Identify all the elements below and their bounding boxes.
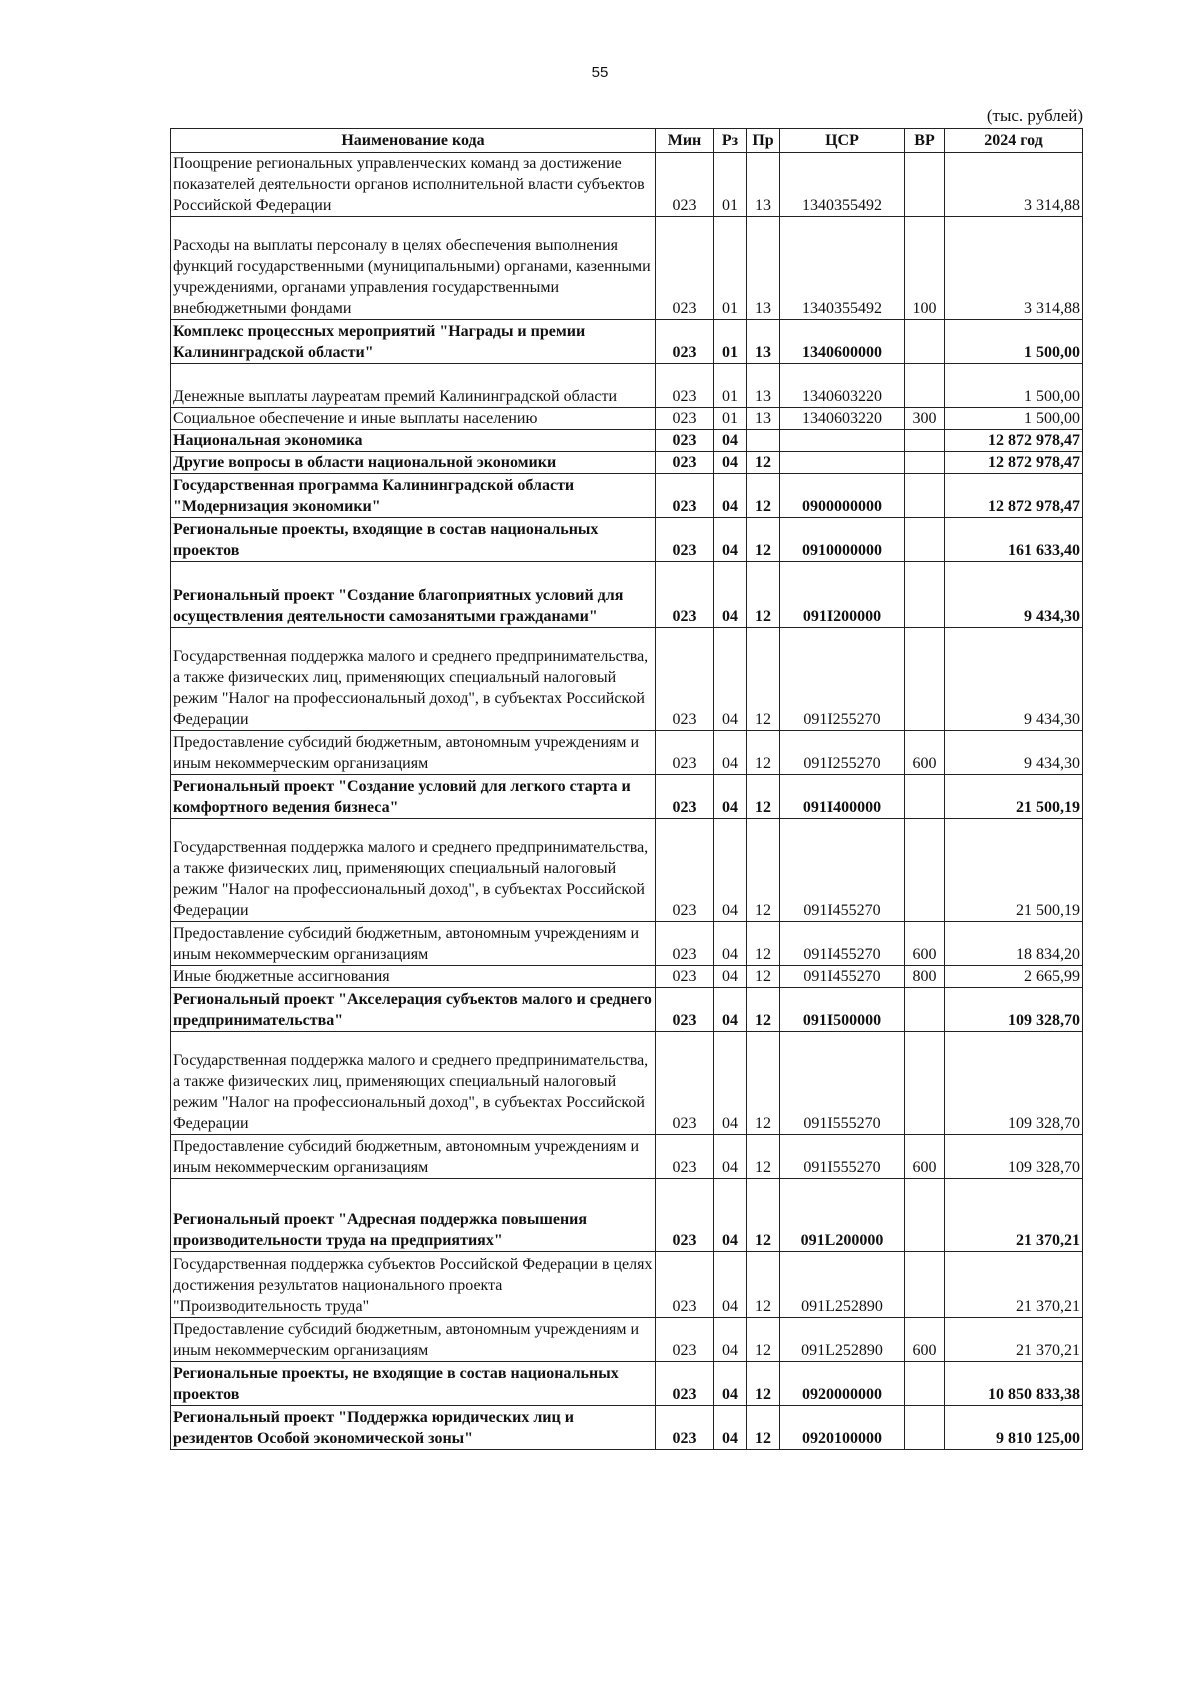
row-vr-cell xyxy=(905,518,945,562)
row-pr-cell: 12 xyxy=(747,922,780,966)
table-row xyxy=(171,1179,1083,1252)
table-row xyxy=(171,966,1083,988)
row-amount-cell: 21 370,21 xyxy=(945,1318,1083,1362)
row-amount-cell: 9 434,30 xyxy=(945,731,1083,775)
row-rz-cell: 04 xyxy=(714,562,747,628)
table-row xyxy=(171,731,1083,775)
row-name-cell: Региональный проект "Создание благоприятных условий для осуществления деятельности самозанятыми гражданами" xyxy=(171,562,656,628)
row-name-cell: Государственная программа Калининградской области "Модернизация экономики" xyxy=(171,474,656,518)
row-pr-cell: 12 xyxy=(747,518,780,562)
row-amount-cell: 9 434,30 xyxy=(945,562,1083,628)
row-name-cell: Государственная поддержка малого и среднего предпринимательства, а также физических лиц, применяющих специальный налоговый режим "Налог на профессиональный доход", в субъектах Российской Федерации xyxy=(171,1032,656,1135)
row-csr-cell: 091L252890 xyxy=(780,1252,905,1318)
row-min-cell: 023 xyxy=(656,775,714,819)
row-pr-cell: 12 xyxy=(747,1362,780,1406)
row-rz-cell: 04 xyxy=(714,988,747,1032)
header-min: Мин xyxy=(656,129,714,153)
row-name-cell: Региональный проект "Акселерация субъектов малого и среднего предпринимательства" xyxy=(171,988,656,1032)
row-csr-cell: 1340355492 xyxy=(780,217,905,320)
row-vr-cell xyxy=(905,452,945,474)
row-pr-cell: 12 xyxy=(747,452,780,474)
row-amount-cell: 18 834,20 xyxy=(945,922,1083,966)
row-vr-cell xyxy=(905,1362,945,1406)
table-row xyxy=(171,1362,1083,1406)
table-row xyxy=(171,452,1083,474)
row-vr-cell xyxy=(905,1252,945,1318)
row-pr-cell: 12 xyxy=(747,1179,780,1252)
table-row xyxy=(171,430,1083,452)
row-pr-cell: 12 xyxy=(747,474,780,518)
table-row xyxy=(171,1406,1083,1450)
row-pr-cell: 13 xyxy=(747,364,780,408)
table-row xyxy=(171,518,1083,562)
row-amount-cell: 21 500,19 xyxy=(945,775,1083,819)
row-min-cell: 023 xyxy=(656,1362,714,1406)
row-rz-cell: 01 xyxy=(714,408,747,430)
row-rz-cell: 04 xyxy=(714,1032,747,1135)
row-amount-cell: 9 434,30 xyxy=(945,628,1083,731)
row-vr-cell xyxy=(905,1406,945,1450)
table-row xyxy=(171,1135,1083,1179)
page-number: 55 xyxy=(591,64,609,81)
header-vr: ВР xyxy=(905,129,945,153)
table-row xyxy=(171,922,1083,966)
row-csr-cell: 091L200000 xyxy=(780,1179,905,1252)
row-min-cell: 023 xyxy=(656,628,714,731)
row-amount-cell: 3 314,88 xyxy=(945,217,1083,320)
row-amount-cell: 1 500,00 xyxy=(945,364,1083,408)
row-csr-cell: 091I455270 xyxy=(780,922,905,966)
row-min-cell: 023 xyxy=(656,819,714,922)
row-rz-cell: 04 xyxy=(714,1135,747,1179)
row-vr-cell: 600 xyxy=(905,922,945,966)
row-pr-cell: 12 xyxy=(747,731,780,775)
row-rz-cell: 04 xyxy=(714,1252,747,1318)
row-vr-cell xyxy=(905,153,945,217)
table-row xyxy=(171,1318,1083,1362)
row-name-cell: Региональные проекты, не входящие в состав национальных проектов xyxy=(171,1362,656,1406)
budget-table xyxy=(170,128,1083,1450)
row-pr-cell: 13 xyxy=(747,217,780,320)
row-amount-cell: 21 500,19 xyxy=(945,819,1083,922)
row-csr-cell: 091I255270 xyxy=(780,731,905,775)
row-rz-cell: 01 xyxy=(714,153,747,217)
row-pr-cell: 13 xyxy=(747,153,780,217)
header-year: 2024 год xyxy=(945,129,1083,153)
row-name-cell: Региональные проекты, входящие в состав национальных проектов xyxy=(171,518,656,562)
row-min-cell: 023 xyxy=(656,1032,714,1135)
row-min-cell: 023 xyxy=(656,1252,714,1318)
row-csr-cell: 091I400000 xyxy=(780,775,905,819)
row-amount-cell: 21 370,21 xyxy=(945,1179,1083,1252)
row-min-cell: 023 xyxy=(656,1179,714,1252)
row-min-cell: 023 xyxy=(656,217,714,320)
row-csr-cell: 0910000000 xyxy=(780,518,905,562)
header-row xyxy=(171,129,1083,153)
row-name-cell: Расходы на выплаты персоналу в целях обеспечения выполнения функций государственными (муниципальными) органами, казенными учреждениями, органами управления государственными внебюджетными фондами xyxy=(171,217,656,320)
row-pr-cell: 12 xyxy=(747,775,780,819)
row-rz-cell: 04 xyxy=(714,819,747,922)
row-pr-cell: 12 xyxy=(747,819,780,922)
row-min-cell: 023 xyxy=(656,474,714,518)
row-vr-cell: 100 xyxy=(905,217,945,320)
row-rz-cell: 01 xyxy=(714,217,747,320)
row-min-cell: 023 xyxy=(656,1318,714,1362)
row-name-cell: Предоставление субсидий бюджетным, автономным учреждениям и иным некоммерческим организациям xyxy=(171,922,656,966)
row-amount-cell: 9 810 125,00 xyxy=(945,1406,1083,1450)
row-min-cell: 023 xyxy=(656,1135,714,1179)
row-amount-cell: 1 500,00 xyxy=(945,408,1083,430)
row-name-cell: Денежные выплаты лауреатам премий Калининградской области xyxy=(171,364,656,408)
table-row xyxy=(171,1252,1083,1318)
row-csr-cell: 091I500000 xyxy=(780,988,905,1032)
row-rz-cell: 04 xyxy=(714,731,747,775)
row-vr-cell: 800 xyxy=(905,966,945,988)
row-csr-cell: 0920000000 xyxy=(780,1362,905,1406)
row-csr-cell: 091I555270 xyxy=(780,1032,905,1135)
row-vr-cell: 300 xyxy=(905,408,945,430)
table-row xyxy=(171,408,1083,430)
row-vr-cell xyxy=(905,562,945,628)
row-min-cell: 023 xyxy=(656,518,714,562)
table-row xyxy=(171,474,1083,518)
row-min-cell: 023 xyxy=(656,731,714,775)
row-pr-cell: 12 xyxy=(747,1032,780,1135)
row-amount-cell: 12 872 978,47 xyxy=(945,430,1083,452)
row-csr-cell: 1340355492 xyxy=(780,153,905,217)
row-rz-cell: 04 xyxy=(714,922,747,966)
row-vr-cell xyxy=(905,628,945,731)
row-pr-cell: 13 xyxy=(747,320,780,364)
row-rz-cell: 04 xyxy=(714,1318,747,1362)
row-rz-cell: 04 xyxy=(714,452,747,474)
row-rz-cell: 04 xyxy=(714,966,747,988)
table-row xyxy=(171,153,1083,217)
row-name-cell: Национальная экономика xyxy=(171,430,656,452)
row-min-cell: 023 xyxy=(656,364,714,408)
row-csr-cell: 1340600000 xyxy=(780,320,905,364)
row-vr-cell xyxy=(905,364,945,408)
row-csr-cell xyxy=(780,452,905,474)
header-rz: Рз xyxy=(714,129,747,153)
row-rz-cell: 04 xyxy=(714,1179,747,1252)
row-pr-cell: 12 xyxy=(747,1252,780,1318)
header-name: Наименование кода xyxy=(171,129,656,153)
row-min-cell: 023 xyxy=(656,922,714,966)
row-amount-cell: 109 328,70 xyxy=(945,1135,1083,1179)
row-csr-cell: 1340603220 xyxy=(780,408,905,430)
row-name-cell: Государственная поддержка малого и среднего предпринимательства, а также физических лиц, применяющих специальный налоговый режим "Налог на профессиональный доход", в субъектах Российской Федерации xyxy=(171,628,656,731)
row-amount-cell: 2 665,99 xyxy=(945,966,1083,988)
row-min-cell: 023 xyxy=(656,562,714,628)
header-pr: Пр xyxy=(747,129,780,153)
row-name-cell: Региональный проект "Поддержка юридических лиц и резидентов Особой экономической зоны" xyxy=(171,1406,656,1450)
row-name-cell: Государственная поддержка субъектов Российской Федерации в целях достижения результатов национального проекта "Производительность труда" xyxy=(171,1252,656,1318)
row-name-cell: Иные бюджетные ассигнования xyxy=(171,966,656,988)
row-rz-cell: 04 xyxy=(714,628,747,731)
row-min-cell: 023 xyxy=(656,430,714,452)
table-row xyxy=(171,562,1083,628)
table-row xyxy=(171,628,1083,731)
row-amount-cell: 109 328,70 xyxy=(945,988,1083,1032)
row-vr-cell xyxy=(905,1179,945,1252)
row-vr-cell xyxy=(905,775,945,819)
row-vr-cell xyxy=(905,430,945,452)
row-pr-cell: 12 xyxy=(747,562,780,628)
row-rz-cell: 04 xyxy=(714,775,747,819)
row-pr-cell: 12 xyxy=(747,1318,780,1362)
row-amount-cell: 12 872 978,47 xyxy=(945,452,1083,474)
row-amount-cell: 3 314,88 xyxy=(945,153,1083,217)
row-rz-cell: 04 xyxy=(714,430,747,452)
row-vr-cell: 600 xyxy=(905,731,945,775)
row-min-cell: 023 xyxy=(656,408,714,430)
table-row xyxy=(171,988,1083,1032)
row-min-cell: 023 xyxy=(656,153,714,217)
row-vr-cell xyxy=(905,988,945,1032)
row-vr-cell: 600 xyxy=(905,1135,945,1179)
table-row xyxy=(171,1032,1083,1135)
row-min-cell: 023 xyxy=(656,320,714,364)
row-min-cell: 023 xyxy=(656,988,714,1032)
row-vr-cell xyxy=(905,819,945,922)
row-csr-cell: 091I455270 xyxy=(780,819,905,922)
row-amount-cell: 1 500,00 xyxy=(945,320,1083,364)
row-rz-cell: 01 xyxy=(714,320,747,364)
row-rz-cell: 04 xyxy=(714,518,747,562)
row-csr-cell xyxy=(780,430,905,452)
units-note: (тыс. рублей) xyxy=(986,106,1083,125)
row-vr-cell xyxy=(905,474,945,518)
table-row xyxy=(171,819,1083,922)
table-row xyxy=(171,320,1083,364)
table-row xyxy=(171,364,1083,408)
row-amount-cell: 109 328,70 xyxy=(945,1032,1083,1135)
row-amount-cell: 161 633,40 xyxy=(945,518,1083,562)
row-min-cell: 023 xyxy=(656,1406,714,1450)
row-rz-cell: 04 xyxy=(714,1362,747,1406)
row-amount-cell: 10 850 833,38 xyxy=(945,1362,1083,1406)
row-name-cell: Комплекс процессных мероприятий "Награды и премии Калининградской области" xyxy=(171,320,656,364)
row-rz-cell: 04 xyxy=(714,474,747,518)
row-name-cell: Поощрение региональных управленческих команд за достижение показателей деятельности органов исполнительной власти субъектов Российской Федерации xyxy=(171,153,656,217)
row-name-cell: Предоставление субсидий бюджетным, автономным учреждениям и иным некоммерческим организациям xyxy=(171,1135,656,1179)
row-csr-cell: 091L252890 xyxy=(780,1318,905,1362)
row-name-cell: Другие вопросы в области национальной экономики xyxy=(171,452,656,474)
row-min-cell: 023 xyxy=(656,966,714,988)
row-min-cell: 023 xyxy=(656,452,714,474)
row-csr-cell: 1340603220 xyxy=(780,364,905,408)
row-name-cell: Социальное обеспечение и иные выплаты населению xyxy=(171,408,656,430)
row-vr-cell: 600 xyxy=(905,1318,945,1362)
row-rz-cell: 01 xyxy=(714,364,747,408)
row-name-cell: Региональный проект "Создание условий для легкого старта и комфортного ведения бизнеса" xyxy=(171,775,656,819)
row-pr-cell: 12 xyxy=(747,1406,780,1450)
row-rz-cell: 04 xyxy=(714,1406,747,1450)
row-pr-cell xyxy=(747,430,780,452)
row-csr-cell: 091I255270 xyxy=(780,628,905,731)
row-csr-cell: 0920100000 xyxy=(780,1406,905,1450)
row-csr-cell: 0900000000 xyxy=(780,474,905,518)
row-csr-cell: 091I555270 xyxy=(780,1135,905,1179)
row-vr-cell xyxy=(905,320,945,364)
row-name-cell: Предоставление субсидий бюджетным, автономным учреждениям и иным некоммерческим организациям xyxy=(171,1318,656,1362)
table-row xyxy=(171,775,1083,819)
row-name-cell: Предоставление субсидий бюджетным, автономным учреждениям и иным некоммерческим организациям xyxy=(171,731,656,775)
row-name-cell: Государственная поддержка малого и среднего предпринимательства, а также физических лиц, применяющих специальный налоговый режим "Налог на профессиональный доход", в субъектах Российской Федерации xyxy=(171,819,656,922)
row-csr-cell: 091I200000 xyxy=(780,562,905,628)
row-pr-cell: 12 xyxy=(747,628,780,731)
row-amount-cell: 21 370,21 xyxy=(945,1252,1083,1318)
row-vr-cell xyxy=(905,1032,945,1135)
row-pr-cell: 13 xyxy=(747,408,780,430)
table-row xyxy=(171,217,1083,320)
row-name-cell: Региональный проект "Адресная поддержка повышения производительности труда на предприятиях" xyxy=(171,1179,656,1252)
row-pr-cell: 12 xyxy=(747,1135,780,1179)
row-pr-cell: 12 xyxy=(747,988,780,1032)
header-csr: ЦСР xyxy=(780,129,905,153)
row-pr-cell: 12 xyxy=(747,966,780,988)
row-amount-cell: 12 872 978,47 xyxy=(945,474,1083,518)
row-csr-cell: 091I455270 xyxy=(780,966,905,988)
